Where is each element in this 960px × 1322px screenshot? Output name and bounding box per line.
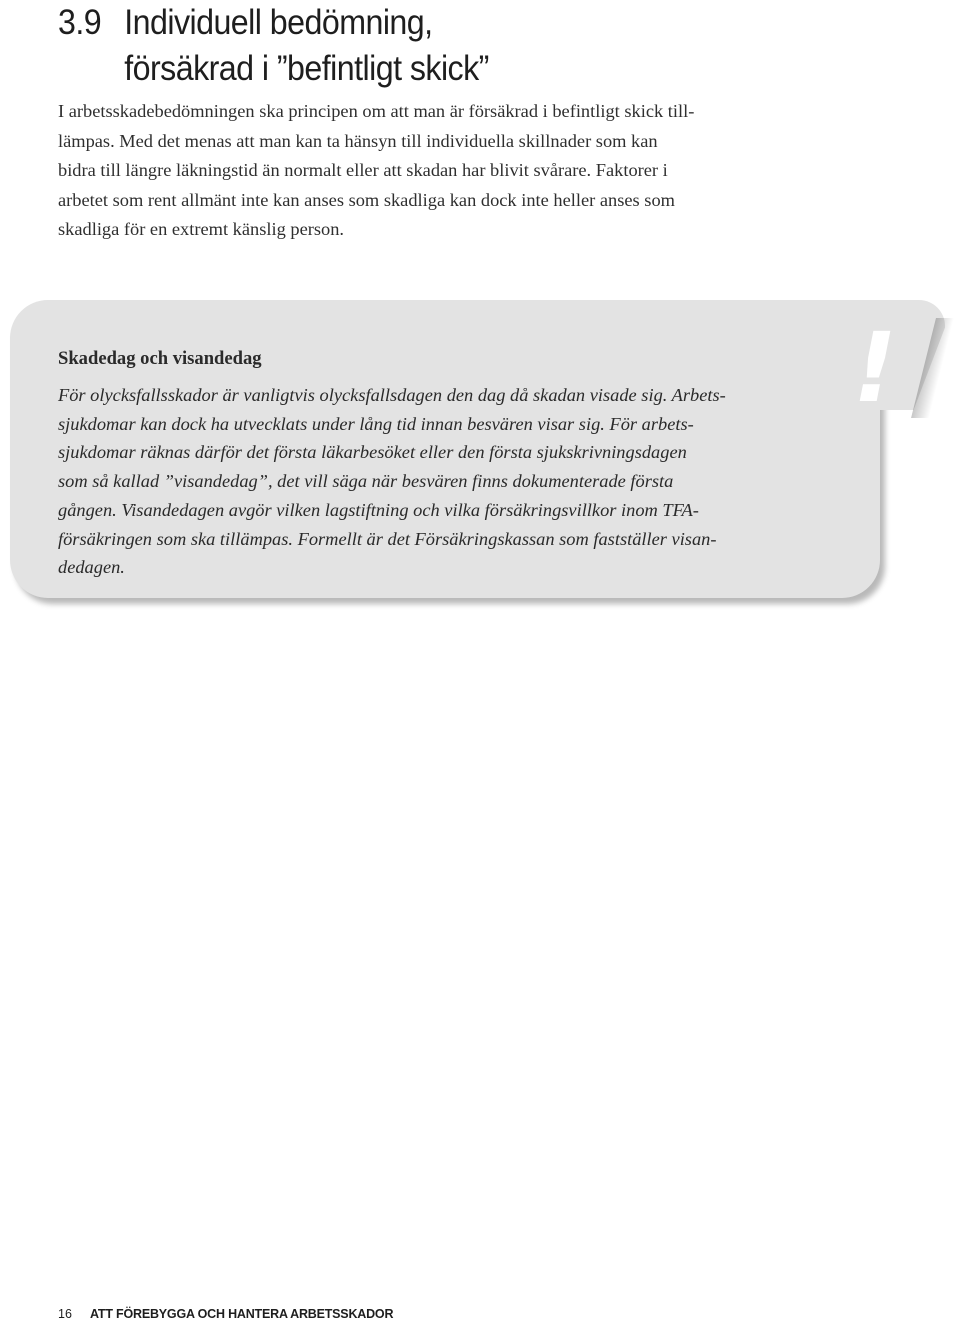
body-paragraph: [58, 97, 848, 245]
section-title-line-2: försäkrad i ”befintligt skick”: [124, 49, 489, 88]
page-number: 16: [58, 1307, 72, 1321]
book-title: ATT FÖREBYGGA OCH HANTERA ARBETSSKADOR: [90, 1307, 394, 1321]
callout-line: sjukdomar räknas därför det första läkarbesöket eller den första sjukskrivningsdagen: [58, 442, 687, 463]
callout-line: som så kallad ”visandedag”, det vill säga när besvären finns dokumenterade första: [58, 471, 674, 492]
callout-line: gången. Visandedagen avgör vilken lagstiftning och vilka försäkringsvillkor inom TFA-: [58, 499, 699, 520]
exclamation-icon: !: [853, 312, 897, 424]
section-number: 3.9: [58, 3, 102, 42]
callout-line: dedagen.: [58, 557, 125, 578]
callout-line: sjukdomar kan dock ha utvecklats under lång tid innan besvären visar sig. För arbets-: [58, 413, 694, 434]
body-line: bidra till längre läkningstid än normalt eller att skadan har blivit svårare. Faktorer i: [58, 160, 668, 180]
body-line: lämpas. Med det menas att man kan ta hänsyn till individuella skillnader som kan: [58, 130, 658, 151]
callout-paragraph: [58, 381, 858, 582]
callout-line: försäkringen som ska tillämpas. Formellt är det Försäkringskassan som fastställer visan-: [58, 528, 717, 549]
body-line: arbetet som rent allmänt inte kan anses som skadliga kan dock inte heller anses som: [58, 189, 675, 210]
body-line: skadliga för en extremt känslig person.: [58, 219, 344, 239]
callout-title: Skadedag och visandedag: [58, 348, 262, 369]
section-title-line-1: Individuell bedömning,: [124, 3, 433, 42]
callout-line: För olycksfallsskador är vanligtvis olycksfallsdagen den dag då skadan visade sig. Arbets-: [58, 385, 726, 405]
body-line: I arbetsskadebedömningen ska principen om att man är försäkrad i befintligt skick till-: [58, 101, 695, 121]
section-heading: [58, 0, 489, 92]
page-footer: [58, 1306, 393, 1322]
